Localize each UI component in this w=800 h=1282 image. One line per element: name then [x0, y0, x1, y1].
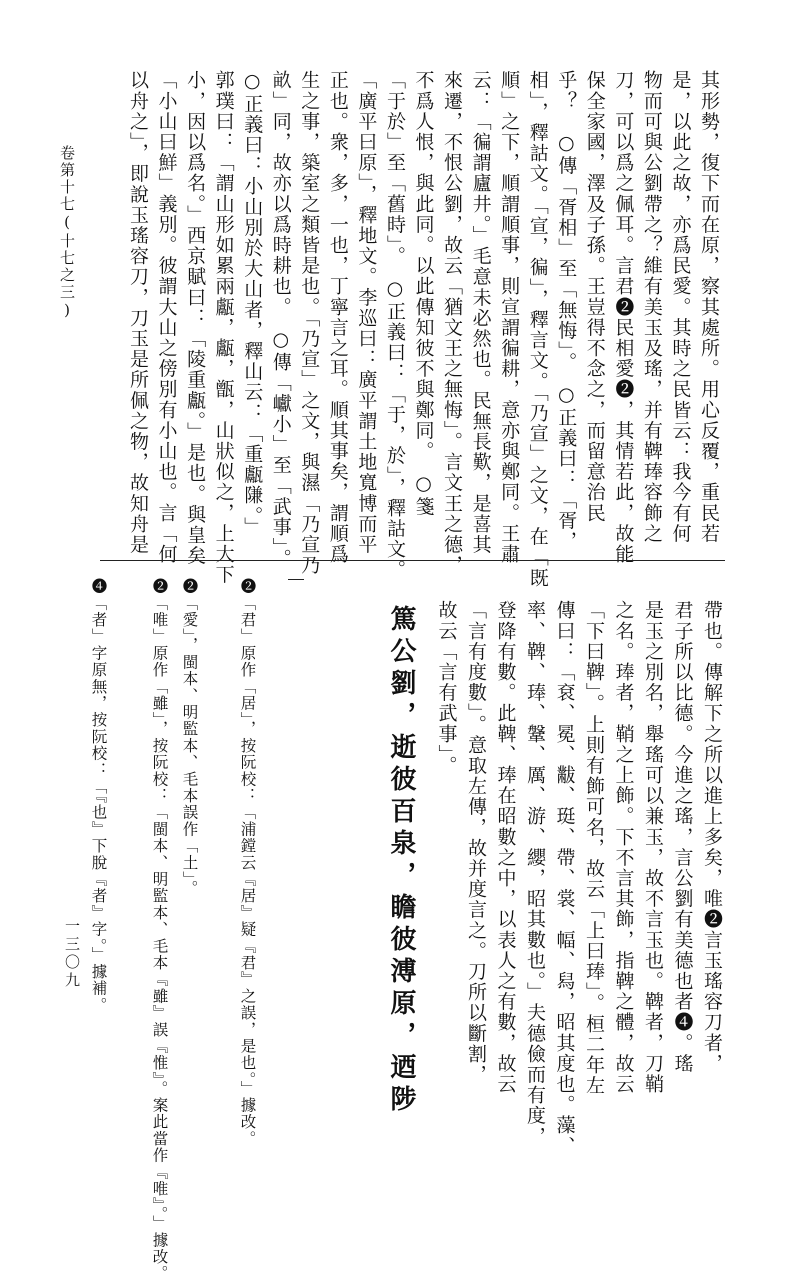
upper-column-4: 刀，可以爲之佩耳。言君❷民相愛❷，其情若此，故能	[612, 70, 635, 565]
upper-column-17: ○正義曰：小山別於大山者，釋山云：「重甗隒。」	[241, 70, 264, 538]
running-head: 卷第十七(十七之三)	[58, 145, 76, 321]
notes-divider	[288, 579, 304, 580]
upper-column-13: 「廣平曰原」，釋地文。李巡曰：廣平謂土地寬博而平	[355, 70, 378, 555]
lower-column-6: 傳曰：「袞、冕、黻、珽、帶、裳、幅、舄，昭其度也。藻、	[553, 600, 576, 1157]
lower-column-5: 「下曰鞞」。上則有飾可名，故云「上曰琫」。桓二年左	[583, 600, 605, 1096]
upper-column-9: 云：「徧謂廬井。」毛意未必然也。民無長歎，是喜其	[469, 70, 492, 555]
upper-column-5: 保全家國，澤及子孫。王豈得不念之，而留意治民	[583, 70, 606, 524]
upper-column-11: 不爲人恨，與此同。以此傳知彼不與鄭同。 ○箋	[412, 70, 435, 517]
upper-column-16: 畝」同，故亦以爲時耕也。 ○傳「巘小」至「武事」。	[269, 70, 292, 569]
upper-column-20: 「小山曰鮮」義別。彼謂大山之傍別有小山也。言「何	[155, 70, 178, 565]
lower-column-2: 君子所以比德。今進之瑤，言公劉有美德也者❹。瑤	[671, 600, 694, 1074]
upper-column-18: 郭璞曰：「謂山形如累兩甗，甗，甑，山狀似之，上大下	[212, 70, 235, 585]
lower-column-8: 登降有數。此鞞、琫在昭數之中，以表人之有數，故云	[494, 600, 517, 1095]
upper-column-6: 乎？ ○傳「胥相」至「無悔」。 ○正義曰：「胥，	[555, 70, 578, 552]
lower-column-1: 帶也。傳解下之所以進上多矣，唯❷言玉瑤容刀者，	[701, 600, 723, 1074]
lower-column-10: 故云「言有武事」。	[435, 600, 458, 776]
upper-column-8: 順」之下，順謂順事，則宣謂徧耕，意亦與鄭同。王肅	[498, 70, 521, 565]
upper-column-2: 是，以此之故，亦爲民愛。其時之民皆云：我今有何	[669, 70, 692, 544]
collation-note-1: ❷「君」原作「居」，按阮校：「浦鏜云『居』疑『君』之誤，是也。」據改。	[238, 578, 257, 1147]
upper-column-14: 正也。衆，多，一也，丁寧言之耳。順其事矣，謂順爲	[326, 70, 349, 565]
upper-column-12: 「于於」至「舊時」。 ○正義曰：「于，於」，釋詁文。	[383, 70, 406, 581]
page-number: 一三〇九	[63, 918, 81, 990]
lower-column-4: 之名。琫者，鞘之上飾。下不言其飾，指鞞之體，故云	[612, 600, 635, 1095]
collation-note-3: ❷「唯」原作「雖」，按阮校：「閩本、明監本、毛本『雖』誤『惟』。案此當作『唯』。」據改。	[150, 578, 169, 1282]
lower-column-7: 率、鞞、琫、鞶、厲、游、纓，昭其數也。」夫德儉而有度，	[524, 600, 546, 1147]
section-divider	[100, 560, 725, 561]
upper-column-10: 來遷，不恨公劉，故云「猶文王之無悔」。言文王之德，	[441, 70, 464, 576]
lower-column-3: 是玉之別名，舉瑤可以兼玉，故不言玉也。鞞者，刀鞘	[642, 600, 664, 1095]
upper-column-15: 生之事，築室之類皆是也。「乃宣」之文，與濕「乃宣乃	[298, 70, 321, 576]
upper-column-19: 小，因以爲名。」西京賦曰：「陵重甗。」是也。與皇矣	[184, 70, 207, 566]
lower-column-9: 「言有度數」。意取左傳，故并度言之。刀所以斷割，	[465, 600, 487, 1085]
collation-note-2: ❷「愛」，閩本、明監本、毛本誤作「土」。	[180, 578, 199, 897]
upper-column-21: 以舟之」，即說玉瑤容刀，刀玉是所佩之物，故知舟是	[127, 70, 149, 555]
upper-column-1: 其形勢，復下而在原，察其處所。用心反覆，重民若	[698, 70, 720, 544]
collation-note-4: ❹「者」字原無，按阮校：「『也』下脫『者』字。」據補。	[89, 578, 108, 1014]
verse-line: 篤公劉，逝彼百泉，瞻彼溥原，迺陟	[386, 605, 416, 1117]
upper-column-7: 相」，釋詁文。「宣，徧」，釋言文。「乃宣」之文，在「既	[526, 70, 549, 589]
upper-column-3: 物而可與公劉帶之？維有美玉及瑤，并有鞞琫容飾之	[640, 70, 663, 544]
